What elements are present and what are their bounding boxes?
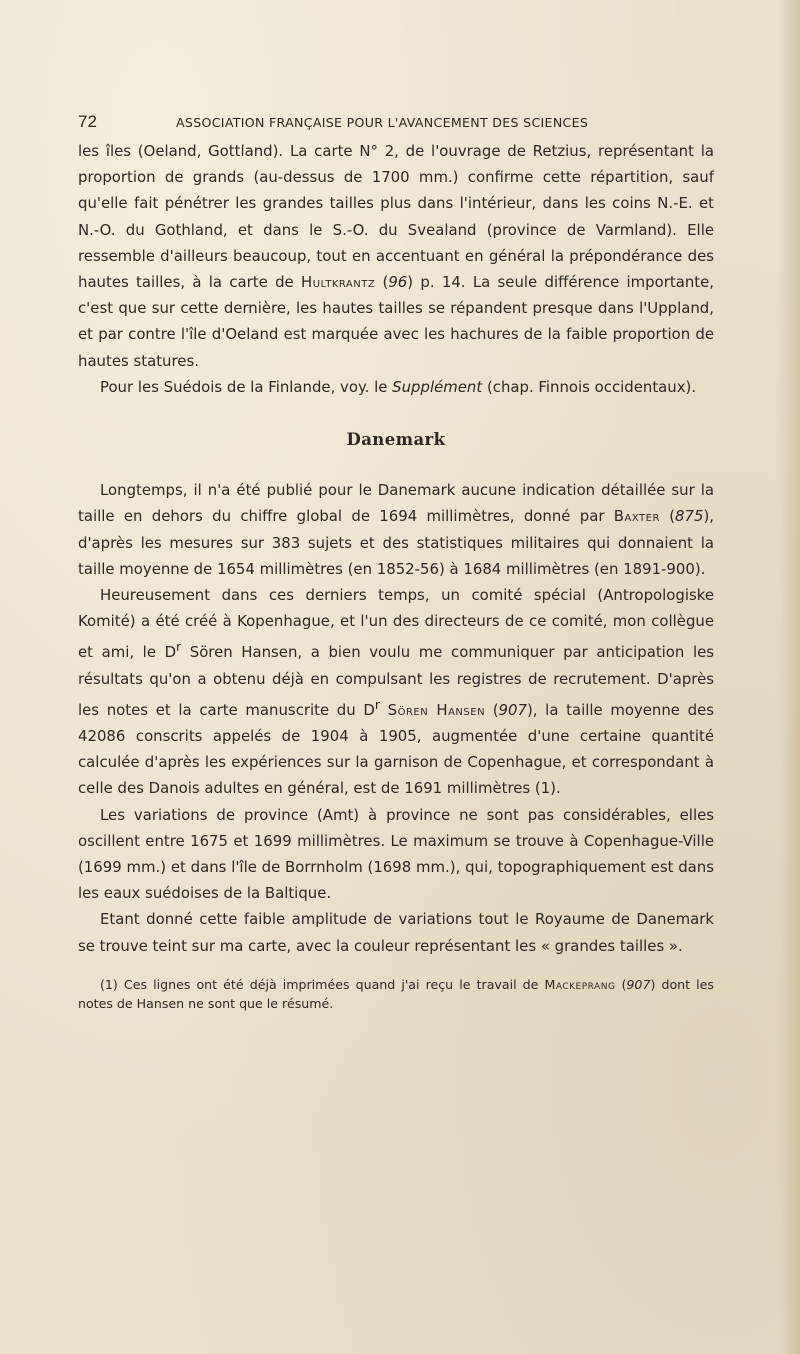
reference-number: 96 xyxy=(388,273,408,292)
running-header xyxy=(78,112,714,138)
text-run: Pour les Suédois de la Finlande, voy. le xyxy=(100,377,393,396)
paragraph-finland xyxy=(78,374,714,400)
reference-number: 875 xyxy=(675,507,704,526)
author-name: Hultkrantz xyxy=(301,273,376,292)
paragraph-sweden-continued xyxy=(78,138,714,374)
paragraph-denmark-intro xyxy=(78,477,714,582)
italic-term: Supplément xyxy=(392,377,483,396)
text-run: ( xyxy=(375,273,389,292)
footnote xyxy=(78,975,714,1013)
text-run: ), la taille moyenne des 42086 conscrits appelés de 1904 à 1905, augmentée d'une certaine quantité calculée d'après les expériences sur la garnison de Copenhague, et correspondant à celle des Danois adultes en général, est de 1691 millimètres (1). xyxy=(78,700,715,798)
main-text xyxy=(78,138,714,959)
text-run: ( xyxy=(615,976,627,992)
text-run: Heureusement dans ces derniers temps, un comité spécial (Antropologiske Komité) a été créé à Kopenhague, et l'un des directeurs de ce comité, mon collègue et ami, le D xyxy=(78,586,714,662)
running-title: ASSOCIATION FRANÇAISE POUR L'AVANCEMENT DES SCIENCES xyxy=(176,115,589,130)
section-heading: Danemark xyxy=(346,430,446,450)
text-run: (1) Ces lignes ont été déjà imprimées quand j'ai reçu le travail de xyxy=(100,976,545,992)
book-page xyxy=(78,112,714,1013)
reference-number: 907 xyxy=(498,700,527,719)
paragraph-denmark-variations: Les variations de province (Amt) à province ne sont pas considérables, elles oscillent entre 1675 et 1699 millimètres. Le maximum se trouve à Copenhague-Ville (1699 mm.) et dans l'île de Borrnholm (1698 mm.), qui, topographiquement est dans les eaux suédoises de la Baltique. xyxy=(78,805,714,903)
author-name: Mackeprang xyxy=(544,976,616,992)
text-run: Longtemps, il n'a été publié pour le Danemark aucune indication détaillée sur la taille en dehors du chiffre global de 1694 millimètres, donné par xyxy=(78,481,714,526)
text-run: ( xyxy=(659,507,676,526)
superscript: r xyxy=(176,639,182,655)
paragraph-denmark-map: Etant donné cette faible amplitude de variations tout le Royaume de Danemark se trouve teint sur ma carte, avec la couleur représentant les « grandes tailles ». xyxy=(78,910,714,955)
page-edge-shadow xyxy=(778,0,800,1354)
text-run: ( xyxy=(485,700,499,719)
text-run: ) p. 14. La seule différence importante, c'est que sur cette dernière, les hautes tailles se répandent presque dans l'Uppland, et par contre l'île d'Oeland est marquée avec les hachures de la faible proportion de hautes statures. xyxy=(78,273,714,370)
author-name: Baxter xyxy=(613,507,660,526)
text-run: les îles (Oeland, Gottland). La carte N° 2, de l'ouvrage de Retzius, représentant la proportion de grands (au-dessus de 1700 mm.) confirme cette répartition, sauf qu'elle fait pénétrer les grandes tailles plus dans l'intérieur, dans les coins N.-E. et N.-O. du Gothland, et dans le S.-O. du Svealand (province de Varmland). Elle ressemble d'ailleurs beaucoup, tout en accentuant en général la prépondérance des hautes tailles, à la carte de xyxy=(78,142,714,292)
page-number: 72 xyxy=(78,112,97,131)
author-name: Sören Hansen xyxy=(387,700,486,719)
reference-number: 907 xyxy=(626,976,651,992)
text-run: ) dont les notes de Hansen ne sont que le résumé. xyxy=(78,976,714,1011)
superscript: r xyxy=(374,696,380,712)
paragraph-denmark-committee xyxy=(78,582,714,802)
text-run: (chap. Finnois occidentaux). xyxy=(482,377,697,396)
text-run: ), d'après les mesures sur 383 sujets et des statistiques militaires qui donnaient la taille moyenne de 1654 millimètres (en 1852-56) à 1684 millimètres (en 1891-900). xyxy=(78,507,714,578)
text-run xyxy=(380,701,388,719)
text-run: Sören Hansen, a bien voulu me communiquer par anticipation les résultats qu'on a obtenu déjà en compulsant les registres de recrutement. D'après les notes et la carte manuscrite du D xyxy=(78,643,715,719)
